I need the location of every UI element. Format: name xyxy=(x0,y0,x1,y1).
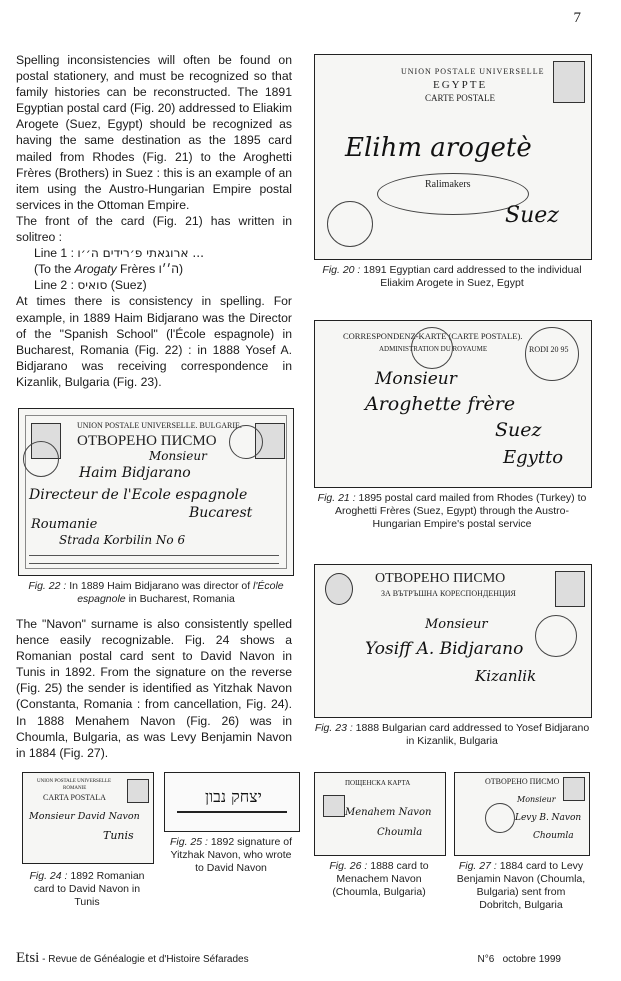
fig20-handwriting-1: Elihm arogetè xyxy=(345,133,532,163)
figure-23-card xyxy=(314,564,592,718)
fig26-header-1: ПОЩЕНСКА КАРТА xyxy=(345,779,411,787)
postmark-suez-center xyxy=(411,327,453,369)
postmark-burgas xyxy=(23,441,59,477)
figure-27-card xyxy=(454,772,590,856)
fig27-handwriting-1: Monsieur xyxy=(517,795,556,804)
fig27-handwriting-3: Choumla xyxy=(533,831,574,841)
figure-21-caption: Fig. 21 : 1895 postal card mailed from Rhodes (Turkey) to Aroghetti Frères (Suez, Egypt) through the Austro-Hungarian Empire's postal service xyxy=(317,492,587,530)
figure-25-caption: Fig. 25 : 1892 signature of Yitzhak Navon, who wrote to David Navon xyxy=(169,836,292,874)
fig23-header-1: ОТВОРЕНО ПИСМО xyxy=(375,571,506,586)
postmark-right xyxy=(229,425,263,459)
footer-journal xyxy=(16,950,249,967)
fig23-header-2: ЗА ВЪТРЪШНА КОРЕСПОНДЕНЦИЯ xyxy=(381,589,516,598)
figure-25-card xyxy=(164,772,300,832)
fig22-handwriting-1: Monsieur xyxy=(149,449,207,463)
stamp-fig26 xyxy=(323,795,345,817)
fig22-handwriting-4: Bucarest xyxy=(189,505,253,521)
journal-subtitle: - Revue de Généalogie et d'Histoire Séfarades xyxy=(39,954,249,965)
fig24-header-1: UNION POSTALE UNIVERSELLE xyxy=(37,779,112,784)
stamp-romania xyxy=(127,779,149,803)
figure-22-caption: Fig. 22 : In 1889 Haim Bidjarano was director of l'École espagnole in Bucharest, Romania xyxy=(28,580,284,605)
solitreo-line-1: Line 1 : ארוגאתי פ׳רידים ה׳׳ו ... xyxy=(34,246,205,261)
fig27-handwriting-2: Levy B. Navon xyxy=(515,813,582,823)
fig20-header-2: EGYPTE xyxy=(433,79,488,91)
fig27-header-1: ОТВОРЕНО ПИСМО xyxy=(485,777,560,786)
fig26-handwriting-2: Choumla xyxy=(377,827,423,838)
fig23-handwriting-3: Kizanlik xyxy=(475,667,537,685)
stamp-coat-of-arms xyxy=(325,573,353,605)
page-number: 7 xyxy=(573,10,581,26)
figure-26-caption: Fig. 26 : 1888 card to Menachem Navon (Choumla, Bulgaria) xyxy=(329,860,429,898)
fig21-header-1: CORRESPONDENZ-KARTE (CARTE POSTALE). xyxy=(343,331,523,341)
fig25-signature: יצחק נבון xyxy=(205,787,262,806)
fig22-header-1: UNION POSTALE UNIVERSELLE. BULGARIE. xyxy=(77,421,242,430)
fig24-handwriting-1: Monsieur David Navon xyxy=(29,811,140,822)
paragraph-navon: The "Navon" surname is also consistently spelled hence easily recognizable. Fig. 24 shows a Romanian postal card sent to David Navon in Tunis in 1892. From the signature on the reverse (Fig. 25) the sender is identified as Yitzhak Navon (Constanta, Romania : from cancellation, Fig. 24). In 1888 Menahem Navon (Fig. 26) was in Choumla, Bulgaria, as was Levy Benjamin Navon in 1884 (Fig. 27). xyxy=(16,617,292,760)
figure-24-caption: Fig. 24 : 1892 Romanian card to David Navon in Tunis xyxy=(29,870,145,908)
fig22-handwriting-5: Roumanie xyxy=(31,517,98,532)
fig24-handwriting-2: Tunis xyxy=(103,829,134,842)
journal-brand: Etsi xyxy=(16,950,40,966)
paragraph-solitreo: The front of the card (Fig. 21) has written in solitreo : xyxy=(16,213,292,245)
footer-issue: N°6 octobre 1999 xyxy=(477,954,561,965)
figure-22-card xyxy=(18,408,294,576)
figure-26-card xyxy=(314,772,446,856)
fig23-handwriting-2: Yosiff A. Bidjarano xyxy=(365,639,524,659)
text-column-bottom xyxy=(16,616,292,761)
figure-23-caption: Fig. 23 : 1888 Bulgarian card addressed to Yosef Bidjarano in Kizanlik, Bulgaria xyxy=(314,722,590,747)
fig21-handwriting-1: Monsieur xyxy=(375,369,457,389)
stamp-fig27 xyxy=(563,777,585,801)
fig23-handwriting-1: Monsieur xyxy=(425,617,488,632)
fig21-handwriting-3: Suez xyxy=(495,419,542,441)
fig24-header-2: ROMANIE xyxy=(63,786,87,791)
fig22-handwriting-2: Haim Bidjarano xyxy=(79,465,191,481)
fig21-handwriting-2: Aroghette frère xyxy=(365,393,516,415)
figure-27-caption: Fig. 27 : 1884 card to Levy Benjamin Navon (Choumla, Bulgaria) sent from Dobritch, Bulgaria xyxy=(456,860,586,911)
postmark-suez xyxy=(327,201,373,247)
fig24-header-3: CARTA POSTALA xyxy=(43,793,106,802)
paragraph-intro: Spelling inconsistencies will often be found on postal stationery, and must be recognized so that family histories can be reconstructed. The 1891 Egyptian postal card (Fig. 20) addressed to Eliakim Arogete (Suez, Egypt) should be recognized as having the same destination as the 1895 card mailed from Rhodes (Fig. 21) to the Aroghetti Frères (Brothers) in Suez : this is an example of an item using the Austro-Hungarian Empire postal services in the Ottoman Empire. xyxy=(16,53,292,212)
figure-21-card xyxy=(314,320,592,488)
postmark-fig23 xyxy=(535,615,577,657)
figure-20-caption: Fig. 20 : 1891 Egyptian card addressed to the individual Eliakim Arogete in Suez, Egypt xyxy=(322,264,582,289)
paragraph-consistency: At times there is consistency in spelling. For example, in 1889 Haim Bidjarano was the Director of the "Spanish School" (l'École espagnole) in Bucharest, Romania (Fig. 22) : in 1888 Yosef A. Bidjarano was receiving correspondence in Kizanlik, Bulgaria (Fig. 23). xyxy=(16,294,292,389)
fig26-handwriting-1: Menahem Navon xyxy=(345,807,432,818)
figure-24-card xyxy=(22,772,154,864)
postmark-fig27 xyxy=(485,803,515,833)
stamp-sphinx xyxy=(553,61,585,103)
fig21-postmark-text: RODI 20 95 xyxy=(529,345,569,354)
solitreo-line-2: Line 2 : סואיס (Suez) xyxy=(34,278,147,293)
fig20-handwriting-2: Suez xyxy=(505,203,559,228)
figure-20-card xyxy=(314,54,592,260)
fig20-stamp-text: Ralimakers xyxy=(425,179,471,190)
fig20-header-3: CARTE POSTALE xyxy=(425,93,495,103)
fig22-header-2: ОТВОРЕНО ПИСМО xyxy=(77,433,217,449)
solitreo-line-1-translation: (To the Arogaty Frères ה׳׳ו) xyxy=(34,262,183,277)
fig22-handwriting-3: Directeur de l'Ecole espagnole xyxy=(29,487,248,503)
text-column-top xyxy=(16,52,292,390)
stamp-lion xyxy=(555,571,585,607)
postmark-rodi xyxy=(525,327,579,381)
fig22-handwriting-6: Strada Korbilin No 6 xyxy=(59,533,186,547)
fig20-header-1: UNION POSTALE UNIVERSELLE xyxy=(401,67,545,76)
fig21-header-2: ADMINISTRATION DU ROYAUME xyxy=(379,345,488,353)
fig21-handwriting-4: Egytto xyxy=(503,447,564,468)
